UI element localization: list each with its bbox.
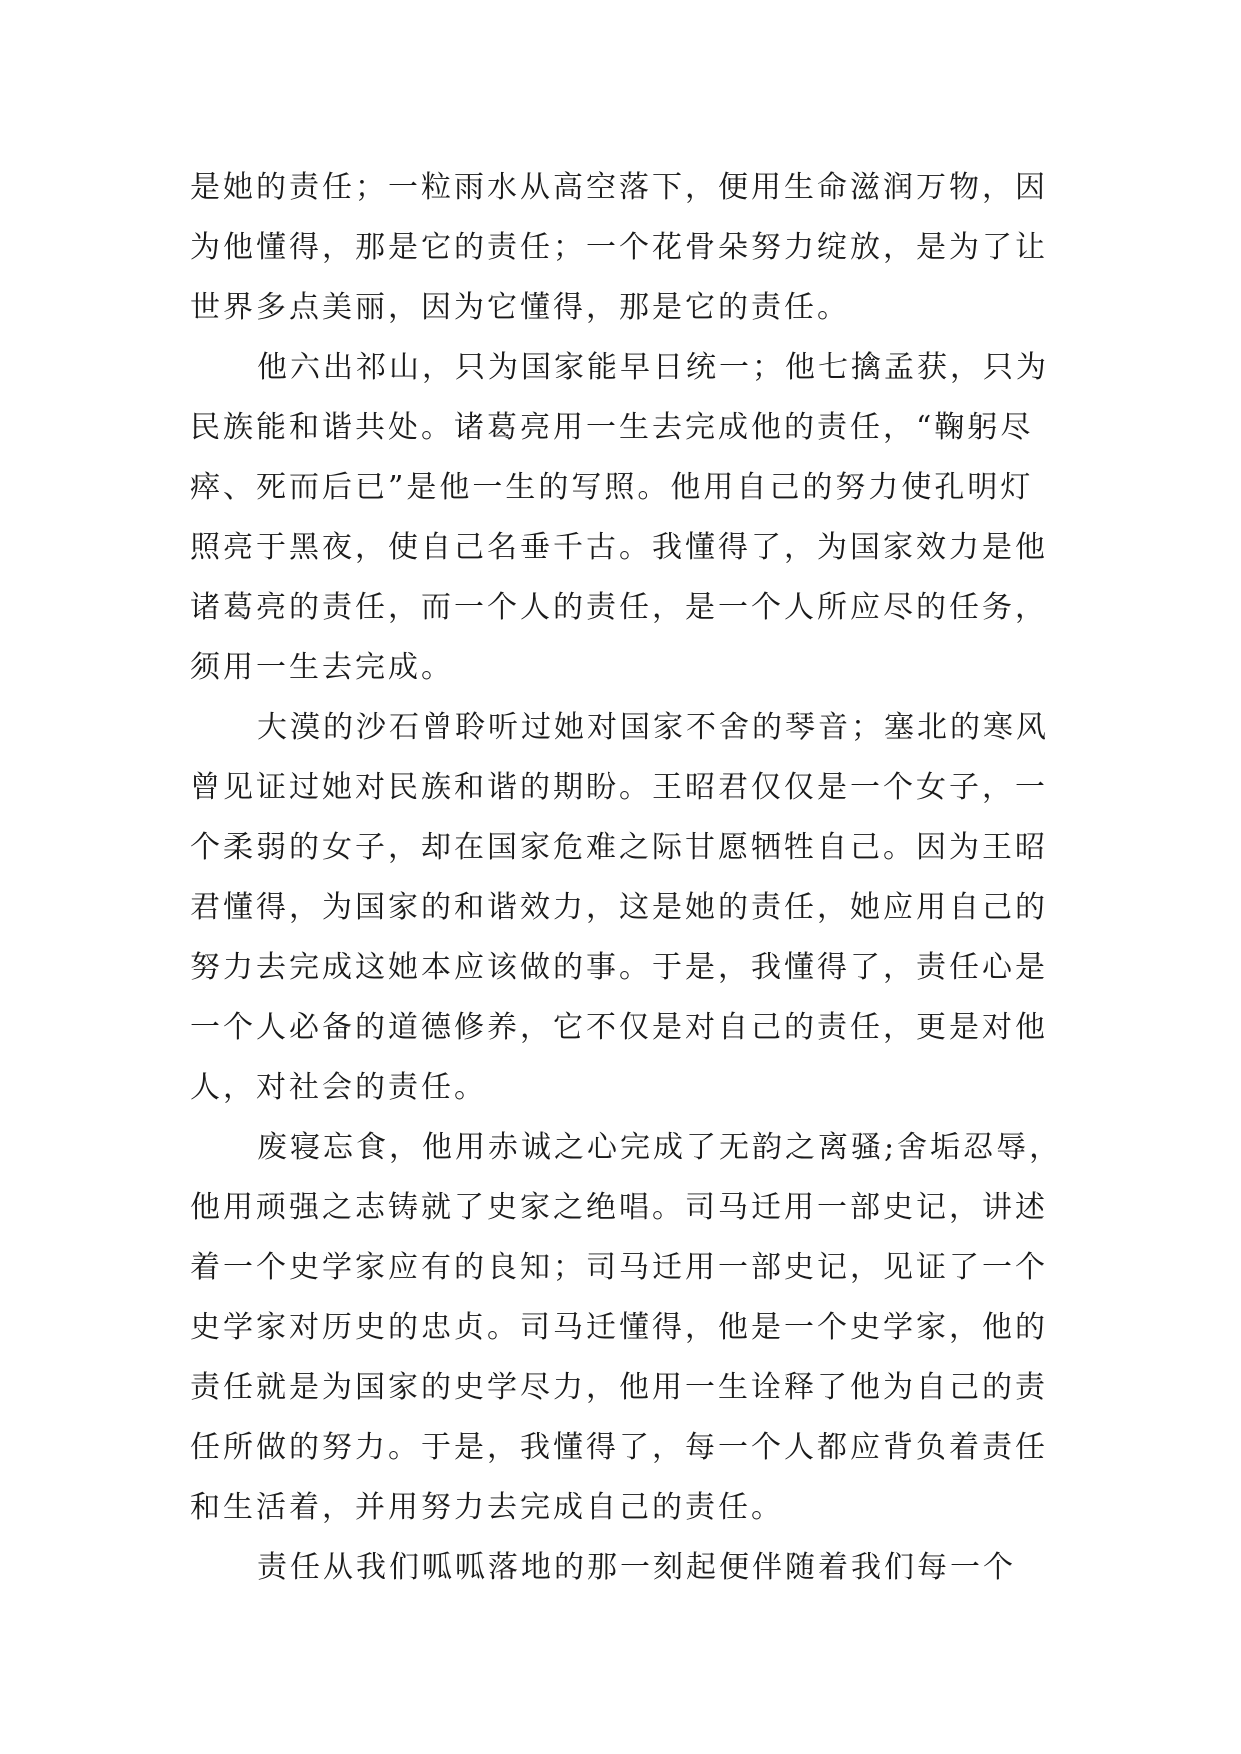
text-line: 须用一生去完成。: [190, 650, 454, 685]
paragraph: [190, 698, 1070, 1118]
text-line: 史学家对历史的忠贞。司马迁懂得，他是一个史学家，他的: [190, 1310, 1048, 1345]
text-line: 着一个史学家应有的良知；司马迁用一部史记，见证了一个: [190, 1250, 1048, 1285]
text-line: 个柔弱的女子，却在国家危难之际甘愿牺牲自己。因为王昭: [190, 830, 1048, 865]
text-line: 责任从我们呱呱落地的那一刻起便伴随着我们每一个: [257, 1550, 1016, 1585]
text-line: 一个人必备的道德修养，它不仅是对自己的责任，更是对他: [190, 1010, 1048, 1045]
paragraph: [190, 338, 1070, 698]
text-line: 和生活着，并用努力去完成自己的责任。: [190, 1490, 784, 1525]
paragraph: [190, 1538, 1070, 1598]
text-line: 他六出祁山，只为国家能早日统一；他七擒孟获，只为: [257, 350, 1049, 385]
text-line: 曾见证过她对民族和谐的期盼。王昭君仅仅是一个女子，一: [190, 770, 1048, 805]
text-line: 为他懂得，那是它的责任；一个花骨朵努力绽放，是为了让: [190, 230, 1048, 265]
text-line: 努力去完成这她本应该做的事。于是，我懂得了，责任心是: [190, 950, 1048, 985]
text-line: 世界多点美丽，因为它懂得，那是它的责任。: [190, 290, 850, 325]
text-line: 人，对社会的责任。: [190, 1070, 487, 1105]
paragraph: [190, 158, 1070, 338]
paragraph: [190, 1118, 1070, 1538]
text-line: 大漠的沙石曾聆听过她对国家不舍的琴音；塞北的寒风: [257, 710, 1049, 745]
essay-text: [190, 158, 1070, 1598]
text-line: 是她的责任；一粒雨水从高空落下，便用生命滋润万物，因: [190, 170, 1048, 205]
text-line: 他用顽强之志铸就了史家之绝唱。司马迁用一部史记，讲述: [190, 1190, 1048, 1225]
text-line: 废寝忘食，他用赤诚之心完成了无韵之离骚;舍垢忍辱，: [257, 1130, 1063, 1165]
text-line: 责任就是为国家的史学尽力，他用一生诠释了他为自己的责: [190, 1370, 1048, 1405]
text-line: 民族能和谐共处。诸葛亮用一生去完成他的责任，“鞠躬尽: [190, 410, 1034, 445]
text-line: 照亮于黑夜，使自己名垂千古。我懂得了，为国家效力是他: [190, 530, 1048, 565]
text-line: 瘁、死而后已”是他一生的写照。他用自己的努力使孔明灯: [190, 470, 1034, 505]
text-line: 任所做的努力。于是，我懂得了，每一个人都应背负着责任: [190, 1430, 1048, 1465]
text-line: 君懂得，为国家的和谐效力，这是她的责任，她应用自己的: [190, 890, 1048, 925]
text-line: 诸葛亮的责任，而一个人的责任，是一个人所应尽的任务，: [190, 590, 1048, 625]
